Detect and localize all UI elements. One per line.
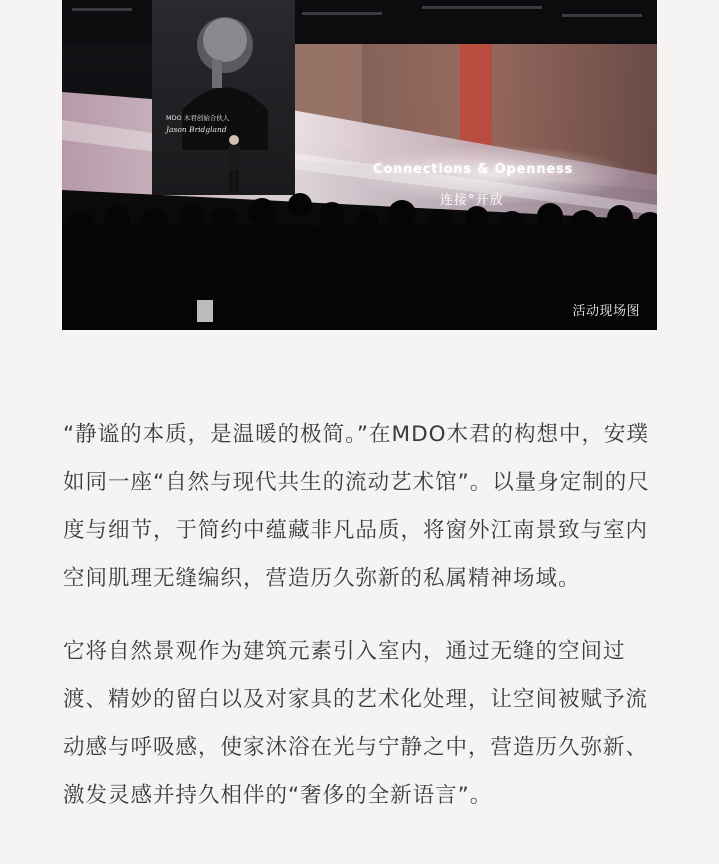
photo-caption: 活动现场图 xyxy=(572,304,640,319)
stage-slogan-english: Connections & Openness xyxy=(373,162,574,177)
article-paragraph-2: 它将自然景观作为建筑元素引入室内，通过无缝的空间过渡、精妙的留白以及对家具的艺术化处理，让空间被赋予流动感与呼吸感，使家沐浴在光与宁静之中，营造历久弥新、激发灵感并持久相伴的“奢侈的全新语言”。 xyxy=(63,639,649,808)
screen-speaker-name: Jason Bridgland xyxy=(166,125,227,134)
stage-slogan-chinese: 连接°开放 xyxy=(440,193,504,208)
screen-speaker-role: MDO 木君创始合伙人 xyxy=(166,114,230,122)
event-photo xyxy=(62,0,657,330)
article-paragraph-1: “静谧的本质，是温暖的极简。”在MDO木君的构想中，安璞如同一座“自然与现代共生的流动艺术馆”。以量身定制的尺度与细节，于简约中蕴藏非凡品质，将窗外江南景致与室内空间肌理无缝编织，营造历久弥新的私属精神场域。 xyxy=(63,422,650,591)
